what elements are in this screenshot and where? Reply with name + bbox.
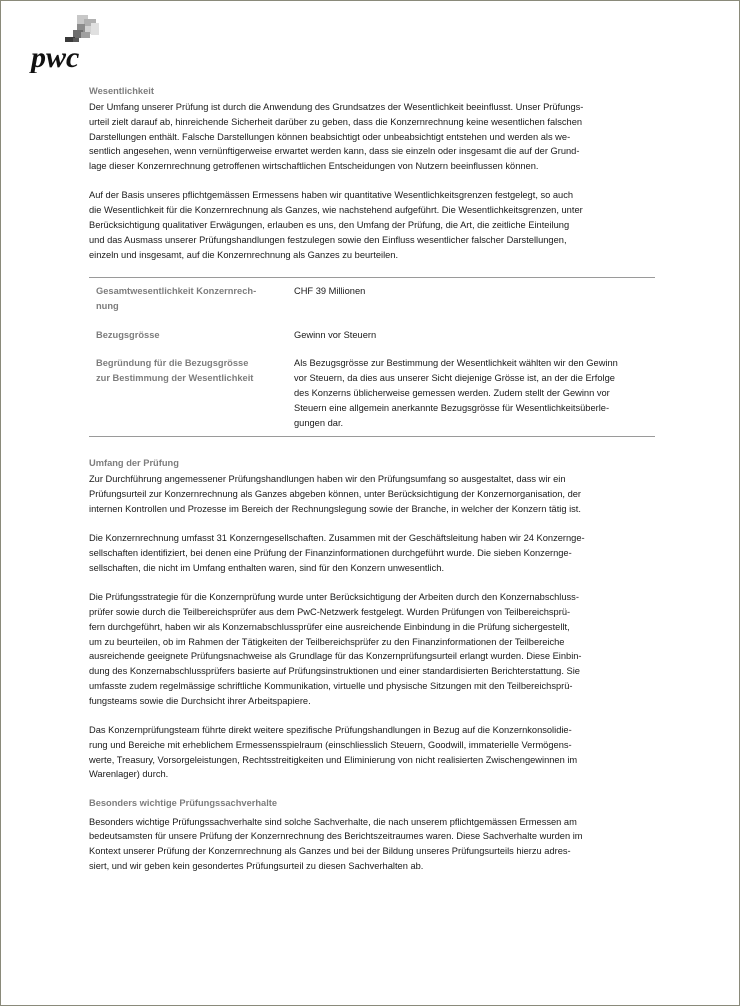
paragraph: Das Konzernprüfungsteam führte direkt weitere spezifische Prüfungshandlungen in Bezug auf die Konzernkonsolidie- rung und Bereiche mit erheblichem Ermessensspielraum (einschliesslich Steuern, Goodwill, immaterielle Vermögens- werte, Treasury, Vorsorgeleistungen, Rechtsstreitigkeiten und Eliminierung von nicht realisierten Zwischengewinnen im Warenlager) durch. <box>89 725 578 780</box>
row-label: Gesamtwesentlichkeit Konzernrech- nung <box>96 285 257 311</box>
section-title: Wesentlichkeit <box>89 86 154 96</box>
paragraph: Besonders wichtige Prüfungssachverhalte sind solche Sachverhalte, die nach unserem pflichtgemässen Ermessen am bedeutsamsten für unsere Prüfung der Konzernrechnung des Berichtszeitraumes waren. Diese Sachverhalte wurden im Kontext unserer Prüfung der Konzernrechnung als Ganzes und bei der Bildung unseres Prüfungsurteils hierzu adres- siert, und wir geben kein gesondertes Prüfungsurteil zu diesen Sachverhalten ab. <box>89 816 583 872</box>
row-value: Als Bezugsgrösse zur Bestimmung der Wesentlichkeit wählten wir den Gewinn vor Steuern, da dies aus unserer Sicht diejenige Grösse ist, an der die Erfolge des Konzerns üblicherweise gemessen werden. Zudem stellt der Gewinn vor Steuern eine allgemein anerkannte Bezugsgrösse für Wesentlichkeitsüberle- gungen dar. <box>294 358 618 428</box>
section-title: Besonders wichtige Prüfungssachverhalte <box>89 797 278 808</box>
paragraph: Die Konzernrechnung umfasst 31 Konzerngesellschaften. Zusammen mit der Geschäftsleitung haben wir 24 Konzernge- sellschaften identifiziert, bei denen eine Prüfung der Finanzinformationen durchgeführt wurde. Die sieben Konzernge- sellschaften, die nicht im Umfang enthalten waren, sind für den Konzern unwesentlich. <box>89 533 585 573</box>
paragraph: Die Prüfungsstrategie für die Konzernprüfung wurde unter Berücksichtigung der Arbeiten durch den Konzernabschluss- prüfer sowie durch die Teilbereichsprüfer aus dem PwC-Netzwerk festgelegt. Wurden Prüfungen von Teilbereichsprü- fern durchgeführt, haben wir als Konzernabschlussprüfer eine ausreichende Einbindung in die Prüfung sichergestellt, um zu beurteilen, ob im Rahmen der Tätigkeiten der Teilbereichsprüfer zu den Finanzinformationen der Teilbereiche ausreichende geeignete Prüfungsnachweise als Grundlage für das Konzernprüfungsurteil erlangt wurden. Diese Einbin- dung des Konzernabschlussprüfers basierte auf Prüfungsinstruktionen und einer standardisierten Berichterstattung. Sie umfasste zudem regelmässige schriftliche Kommunikation, virtuelle und physische Sitzungen mit den Teilbereichsprü- fungsteams sowie die Durchsicht ihrer Arbeitspapiere. <box>89 592 582 706</box>
section-wesentlichkeit <box>89 85 655 262</box>
section-key-audit-matters <box>89 797 655 874</box>
paragraph: Auf der Basis unseres pflichtgemässen Ermessens haben wir quantitative Wesentlichkeitsgrenzen festgelegt, so auch die Wesentlichkeit für die Konzernrechnung als Ganzes, wie nachstehend aufgeführt. Die Wesentlichkeitsgrenzen, unter Berücksichtigung qualitativer Erwägungen, erlauben es uns, den Umfang der Prüfung, die Art, die zeitliche Einteilung und das Ausmass unserer Prüfungshandlungen festzulegen sowie den Einfluss wesentlicher falscher Darstellungen, einzeln und insgesamt, auf die Konzernrechnung als Ganzes zu beurteilen. <box>89 190 583 260</box>
row-value: CHF 39 Millionen <box>294 285 366 296</box>
paragraph: Zur Durchführung angemessener Prüfungshandlungen haben wir den Prüfungsumfang so ausgestaltet, dass wir ein Prüfungsurteil zur Konzernrechnung als Ganzes abgeben können, unter Berücksichtigung der Konzernorganisation, der internen Kontrollen und Prozesse im Bereich der Rechnungslegung sowie der Branche, in welcher der Konzern tätig ist. <box>89 474 582 514</box>
table-row <box>89 328 655 357</box>
svg-text:pwc: pwc <box>31 41 80 73</box>
pwc-logo <box>29 15 109 73</box>
table-row <box>89 356 655 436</box>
report-body <box>89 85 655 888</box>
section-umfang <box>89 457 655 782</box>
paragraph: Der Umfang unserer Prüfung ist durch die Anwendung des Grundsatzes der Wesentlichkeit beeinflusst. Unser Prüfungs- urteil zielt darauf ab, hinreichende Sicherheit darüber zu geben, dass die Konzernrechnung keine wesentlichen falschen Darstellungen enthält. Falsche Darstellungen können beabsichtigt oder unbeabsichtigt entstehen und werden als we- sentlich angesehen, wenn vernünftigerweise erwartet werden kann, dass sie einzeln oder insgesamt die auf der Grund- lage dieser Konzernrechnung getroffenen wirtschaftlichen Entscheidungen von Nutzern beeinflussen können. <box>89 102 584 172</box>
materiality-table <box>89 277 655 437</box>
table-row <box>89 277 655 327</box>
row-label: Begründung für die Bezugsgrösse zur Bestimmung der Wesentlichkeit <box>96 358 254 384</box>
row-label: Bezugsgrösse <box>96 329 160 340</box>
row-value: Gewinn vor Steuern <box>294 329 377 340</box>
section-title: Umfang der Prüfung <box>89 458 179 469</box>
